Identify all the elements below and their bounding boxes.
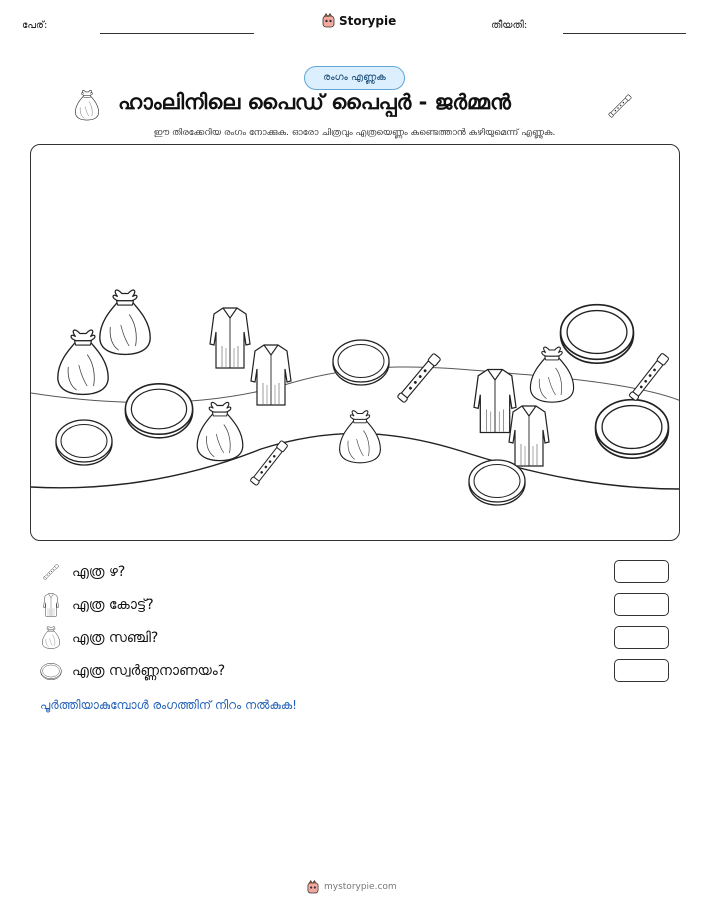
money-bag-icon	[73, 90, 101, 122]
flute-3	[629, 353, 669, 401]
flute-icon	[604, 90, 636, 122]
date-label: തീയതി:	[491, 20, 528, 31]
gold-coin-5	[596, 400, 669, 459]
money-bag-2	[100, 290, 150, 354]
answer-box-coin[interactable]	[614, 659, 669, 682]
coat-1	[210, 308, 250, 368]
name-line[interactable]	[100, 33, 254, 34]
question-row-coin	[40, 658, 225, 684]
storypie-logo-icon	[322, 13, 335, 28]
page-title: ഹാംലിനിലെ പൈഡ് പൈപ്പർ - ജർമ്മൻ	[118, 90, 511, 114]
answer-box-coat[interactable]	[614, 593, 669, 616]
date-line[interactable]	[563, 33, 686, 34]
coat-icon	[40, 593, 62, 617]
counting-scene	[30, 144, 680, 541]
answer-box-bag[interactable]	[614, 626, 669, 649]
money-bag-3	[197, 402, 243, 460]
question-row-bag	[40, 625, 158, 651]
question-text: എത്ര സ്വർണ്ണനാണയം?	[72, 663, 226, 679]
question-row-coat	[40, 592, 154, 618]
flute-icon	[40, 560, 62, 584]
coat-2	[251, 345, 291, 405]
money-bag-4	[340, 411, 381, 463]
money-bag-icon	[40, 626, 62, 650]
gold-coin-3	[333, 340, 389, 385]
gold-coin-4	[561, 305, 634, 364]
activity-badge: രംഗം എണ്ണുക	[304, 66, 405, 90]
gold-coin-6	[469, 460, 525, 505]
storypie-logo-icon	[307, 880, 319, 894]
question-text: എത്ര കോട്ട്?	[72, 597, 154, 613]
name-label: പേര്:	[22, 20, 48, 31]
scene-illustration	[31, 145, 680, 541]
gold-coin-icon	[40, 659, 62, 683]
footer-url[interactable]: mystorypie.com	[324, 882, 397, 892]
coloring-note: പൂർത്തിയാകുമ്പോൾ രംഗത്തിന് നിറം നൽകുക!	[40, 698, 297, 712]
money-bag-5	[530, 347, 573, 402]
gold-coin-1	[125, 384, 192, 438]
question-text: എത്ര ഴ?	[72, 564, 126, 580]
gold-coin-2	[56, 420, 112, 465]
answer-box-flute[interactable]	[614, 560, 669, 583]
brand	[322, 13, 396, 28]
coat-4	[509, 406, 549, 466]
brand-name: Storypie	[339, 13, 397, 28]
footer	[307, 880, 397, 894]
coat-3	[474, 370, 516, 433]
question-text: എത്ര സഞ്ചി?	[72, 630, 159, 646]
title-row	[0, 88, 709, 124]
question-row-flute	[40, 559, 125, 585]
instructions: ഈ തിരക്കേറിയ രംഗം നോക്കുക. ഓരോ ചിത്രവും എത്രയെണ്ണം കണ്ടെത്താൻ കഴിയുമെന്ന് എണ്ണുക.	[153, 128, 556, 138]
flute-1	[397, 353, 441, 403]
